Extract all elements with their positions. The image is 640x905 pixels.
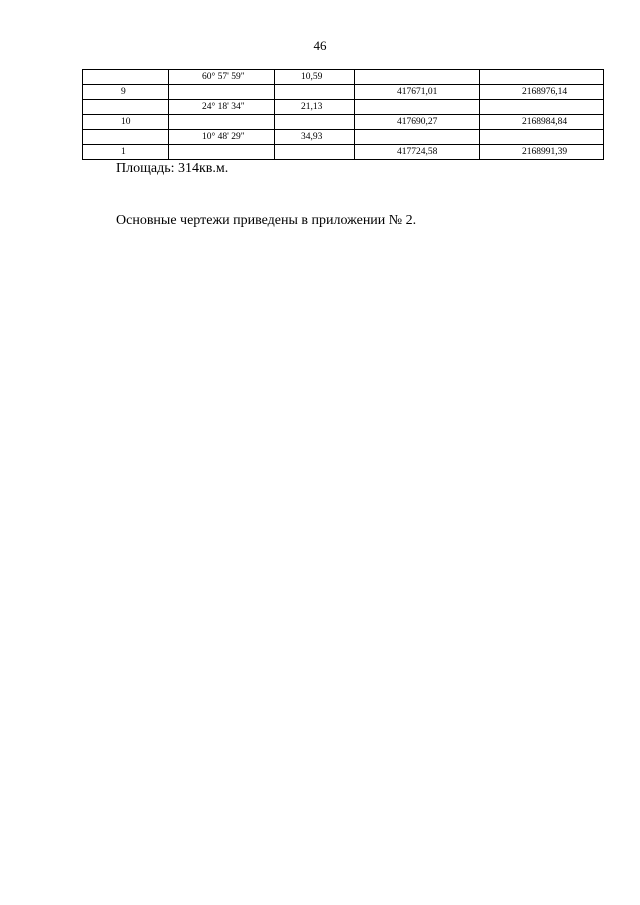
coordinates-table — [82, 69, 604, 160]
table-row — [83, 100, 604, 115]
cell-direction-angle — [169, 145, 275, 160]
cell-direction-angle: 10° 48' 29" — [169, 130, 275, 145]
cell-coordinate-y — [480, 100, 604, 115]
cell-direction-angle — [169, 115, 275, 130]
table-row — [83, 70, 604, 85]
cell-coordinate-y — [480, 130, 604, 145]
cell-line-length: 10,59 — [275, 70, 355, 85]
table-row — [83, 130, 604, 145]
cell-coordinate-y: 2168976,14 — [480, 85, 604, 100]
table-row — [83, 85, 604, 100]
cell-coordinate-y: 2168984,84 — [480, 115, 604, 130]
cell-coordinate-y — [480, 70, 604, 85]
cell-line-length — [275, 115, 355, 130]
cell-line-length — [275, 85, 355, 100]
coordinates-table-body — [83, 70, 604, 160]
cell-coordinate-x — [355, 70, 480, 85]
cell-point-number — [83, 100, 169, 115]
cell-coordinate-x: 417671,01 — [355, 85, 480, 100]
cell-point-number — [83, 130, 169, 145]
cell-line-length: 21,13 — [275, 100, 355, 115]
cell-point-number — [83, 70, 169, 85]
table-row — [83, 145, 604, 160]
cell-coordinate-y: 2168991,39 — [480, 145, 604, 160]
page-number: 46 — [313, 38, 327, 53]
cell-line-length — [275, 145, 355, 160]
area-text: Площадь: 314кв.м. — [116, 161, 229, 176]
cell-coordinate-x: 417724,58 — [355, 145, 480, 160]
cell-point-number: 1 — [83, 145, 169, 160]
cell-coordinate-x — [355, 100, 480, 115]
cell-coordinate-x — [355, 130, 480, 145]
cell-direction-angle — [169, 85, 275, 100]
cell-coordinate-x: 417690,27 — [355, 115, 480, 130]
cell-direction-angle: 24° 18' 34" — [169, 100, 275, 115]
drawings-note: Основные чертежи приведены в приложении № 2. — [116, 213, 417, 228]
cell-direction-angle: 60° 57' 59" — [169, 70, 275, 85]
cell-point-number: 9 — [83, 85, 169, 100]
cell-line-length: 34,93 — [275, 130, 355, 145]
table-row — [83, 115, 604, 130]
cell-point-number: 10 — [83, 115, 169, 130]
